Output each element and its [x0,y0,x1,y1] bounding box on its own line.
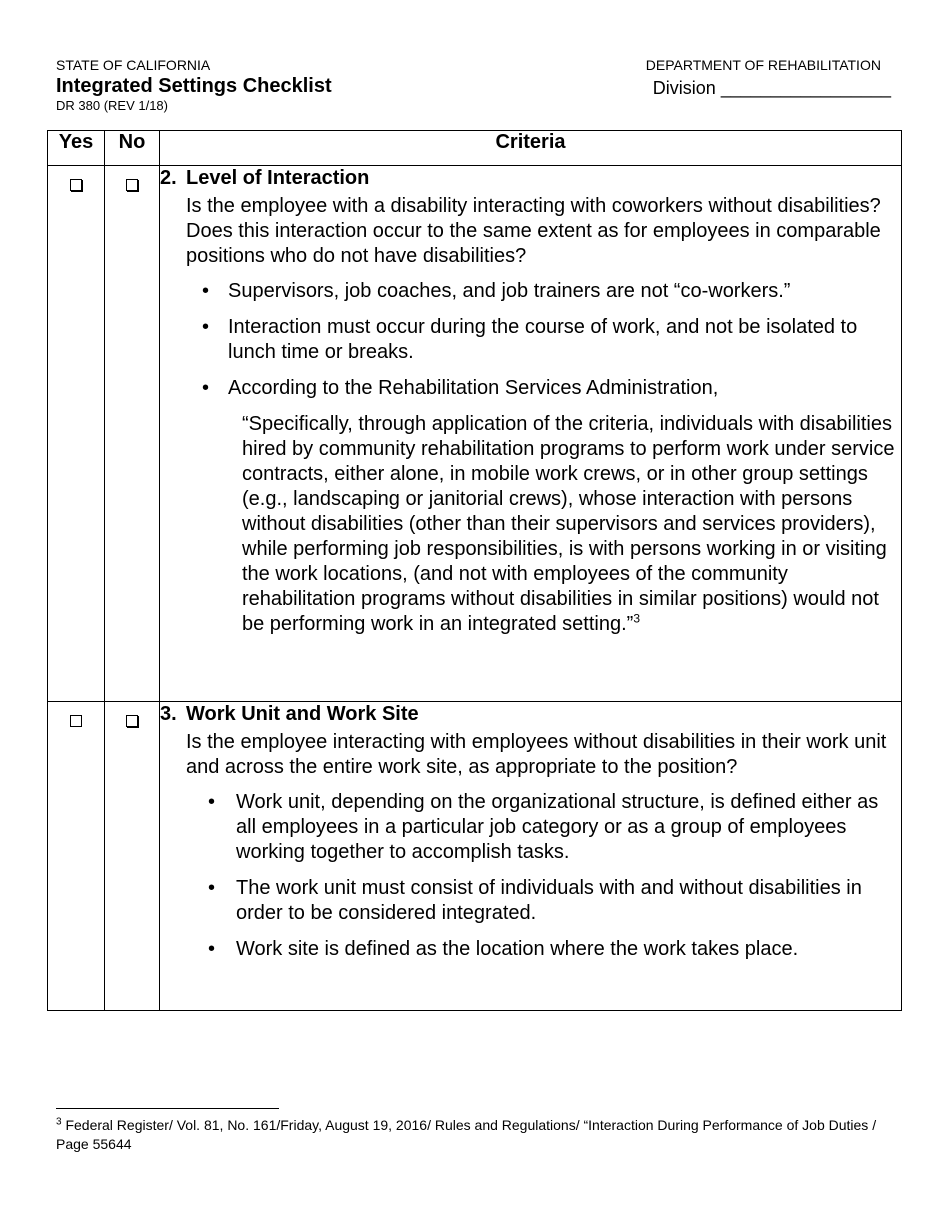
bullet-icon: • [202,280,210,302]
list-item: • According to the Rehabilitation Services Administration, [202,377,719,399]
yes-checkbox-work-unit[interactable] [70,715,82,727]
footnote-marker: 3 [56,1116,62,1128]
rsa-quote: “Specifically, through application of the criteria, individuals with disabilities hired by community rehabilitation programs to perform work under service contracts, either alone, in mobile work crews, or in other group settings (e.g., landscaping or janitorial crews), whose interaction with persons without disabilities (other than their supervisors and services providers), while performing job responsibilities, is with persons working in or visiting the work locations, (and not with employees of the community rehabilitation programs without disabilities in similar positions) would not be performing work in an integrated setting.”$^3$ [242,413,895,635]
no-checkbox-work-unit[interactable] [126,715,138,727]
division-field[interactable] [653,74,891,102]
division-blank[interactable]: _________________ [720,78,891,98]
list-item: • Supervisors, job coaches, and job trainers are not “co-workers.” [202,280,791,302]
bullet-list [160,790,901,962]
bullet-icon: • [202,377,210,399]
form-header-right [646,57,891,102]
list-item: • Work unit, depending on the organizational structure, is defined either as all employees in a particular job category or as a group of employees working together to accomplish tasks. [208,791,879,863]
state-label: STATE OF CALIFORNIA [56,57,211,73]
bullet-icon: • [208,877,216,899]
section-title: 2. Level of Interaction [160,167,370,189]
bullet-icon: • [208,791,216,813]
header-no: No [105,131,160,166]
department-label: DEPARTMENT OF REHABILITATION [645,57,881,73]
list-item: • Interaction must occur during the course of work, and not be isolated to lunch time or breaks. [202,316,858,363]
section-question: Is the employee with a disability interacting with coworkers without disabilities? Does this interaction occur to the same extent as for employees in comparable positions who do not have disabilities? [186,195,881,267]
header-yes: Yes [48,131,105,166]
table-row [48,166,902,702]
no-checkbox-level-of-interaction[interactable] [126,179,138,191]
division-label: Division [652,78,716,98]
section-question: Is the employee interacting with employees without disabilities in their work unit and across the entire work site, as appropriate to the position? [186,731,887,778]
list-item: • The work unit must consist of individuals with and without disabilities in order to be considered integrated. [208,877,862,924]
criteria-cell [160,702,902,1011]
table-row [48,702,902,1011]
header-criteria: Criteria [160,131,902,166]
footnote-divider [56,1108,279,1109]
form-header-left [56,57,332,114]
form-number: DR 380 (REV 1/18) [56,98,168,113]
bullet-icon: • [208,938,216,960]
criteria-cell [160,166,902,702]
bullet-icon: • [202,316,210,338]
section-title: 3. Work Unit and Work Site [160,703,419,725]
criteria-table [47,130,902,1011]
list-item: • Work site is defined as the location where the work takes place. [208,938,799,960]
footnote-text: Federal Register/ Vol. 81, No. 161/Friday, August 19, 2016/ Rules and Regulations/ “Interaction During Performance of Job Duties / Page 55644 [56,1117,877,1152]
footnote-ref[interactable]: 3 [633,611,641,626]
yes-checkbox-level-of-interaction[interactable] [70,179,82,191]
page-title: Integrated Settings Checklist [56,75,332,97]
footnote [56,1116,896,1154]
table-header-row [48,131,902,166]
bullet-list [160,279,901,401]
